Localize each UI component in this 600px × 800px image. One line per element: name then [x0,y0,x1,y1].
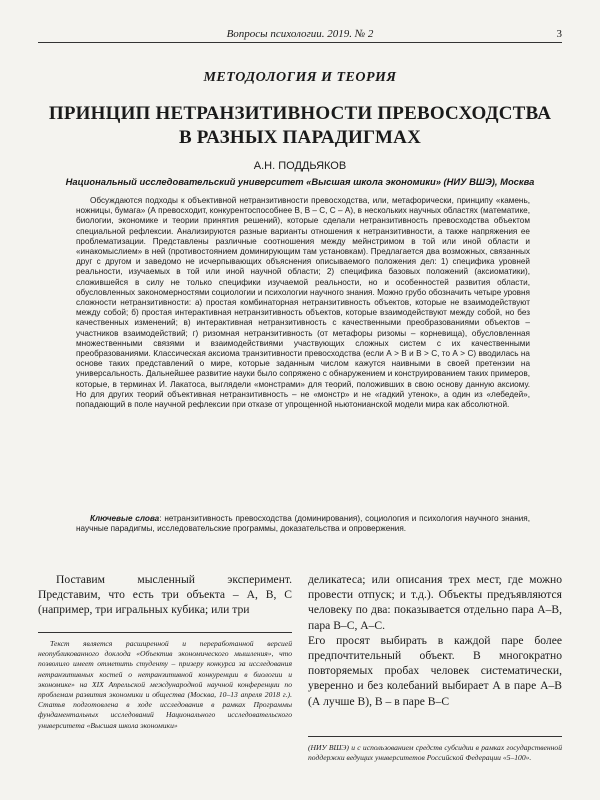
page-number: 3 [556,28,562,40]
footnote: Текст является расширенной и переработанной версией неопубликованного доклода «Объектив экономического мышления», что позволило имеет отметить студенту – призеру конкурса за исследования нетранзитивных костей о нетранзитивной конкуренции в биологии и экономике» на XIX Апрельской международной научной конференции по проблемам развития экономики и общества (Москва, 10–13 апреля 2018 г.). Статья подготовлена в ходе исследования в рамках Программы фундаментальных исследований Национального исследовательского университета «Высшая школа экономики» [38,632,292,799]
keywords [76,514,530,558]
author-affiliation: Национальный исследовательский университет «Высшая школа экономики» (НИУ ВШЭ), Москва [65,176,535,187]
title-line-1: ПРИНЦИП НЕТРАНЗИТИВНОСТИ ПРЕВОСХОДСТВА [48,103,552,124]
body-paragraph: Поставим мысленный эксперимент. Представим, что есть три объекта – А, В, С (например, три игральных кубика; или три [38,573,292,617]
body-paragraph-next: Его просят выбирать в каждой паре более предпочтительный объект. В многократно повторяемых пробах человек систематически, уверенно и без колебаний выбирает А в паре А–В (А лучше В), В – в паре В–С [308,633,562,708]
abstract: Обсуждаются подходы к объективной нетранзитивности превосходства, или, метафорически, принципу «камень, ножницы, бумага» (А превосходит, конкурентоспособнее В, В – С, С – А), в нескольких научных областях (математике, биологии, экономике и теории принятия решений), которые сделали нетранзитивность превосходства объектом специальной рефлексии. Анализируются разные варианты отношения к нетранзитивности, а также напряжения ее проблематизации. Представлены различные соотношения между мейнстримом в той или иной области и «инакомыслием» в ней (противостоянием доминирующим там установкам). Предлагается два возможных, связанных друг с другом и заведомо не исчерпывающих объяснения описываемого положения дел: 1) специфика уровней реальности, изучаемых в той или иной научной области; 2) специфика базовых положений (аксиоматики), сложившейся в силу не только специфики изучаемой реальности, но и особенностей развития области, обусловленных закономерностями социологии и психологии научного знания. Можно грубо обозначить четыре уровня сложности нетранзитивности: а) простая комбинаторная нетранзитивность объектов, которые не взаимодействуют между собой; б) простая интерактивная нетранзитивность объектов, которые взаимодействуют между собой, но без качественных изменений; в) интерактивная нетранзитивность с качественными преобразованиями объектов – участников взаимодействий; г) ризомная нетранзитивность (от метафоры ризомы – корневища), обусловленная множественными связями и взаимодействиями участвующих сложных систем с их качественными преобразованиями. Классическая аксиома транзитивности превосходства (если А > В и В > С, то А > С) вводилась на основе таких представлений о мире, которые заданным числом кажутся наивными в своей претензии на универсальность. Дальнейшее развитие науки было сопряжено с обнаружением и конструированием таких примеров, которые, в терминах И. Лакатоса, выглядели «монстрами» для теорий, положивших в свою основу данную аксиому. Но для других теорий объективная нетранзитивность – не «монстр» и не «гадкий утенок», а один из «лебедей», попадающий в поле научной рефлексии при отказе от упрощенной ньютонианской модели мира как абсолютной. [76,196,530,410]
article-title [40,102,560,150]
title-line-2: В РАЗНЫХ ПАРАДИГМАХ [178,127,422,148]
keywords-text: : нетранзитивность превосходства (доминирования), социология и психология научного знания, научные парадигмы, исследовательские программы, доказательства и опровержения. [76,514,530,534]
journal-title: Вопросы психологии. 2019. № 2 [226,28,374,40]
body-column-left [38,572,292,618]
footnote-continued: (НИУ ВШЭ) и с использованием средств субсидии в рамках государственной поддержки ведущих университетов Российской Федерации «5–100». [308,736,562,799]
author-name: А.Н. ПОДДЬЯКОВ [253,160,347,172]
body-column-right [308,572,562,709]
section-heading: МЕТОДОЛОГИЯ И ТЕОРИЯ [203,70,397,85]
running-head [38,28,562,43]
keywords-label: Ключевые слова [90,514,160,523]
body-paragraph-continued: деликатеса; или описания трех мест, где можно провести отпуск; и т.д.). Объекты предъявляются человеку по два: показывается отдельно пара А–В, пара В–С, А–С. [308,573,562,632]
